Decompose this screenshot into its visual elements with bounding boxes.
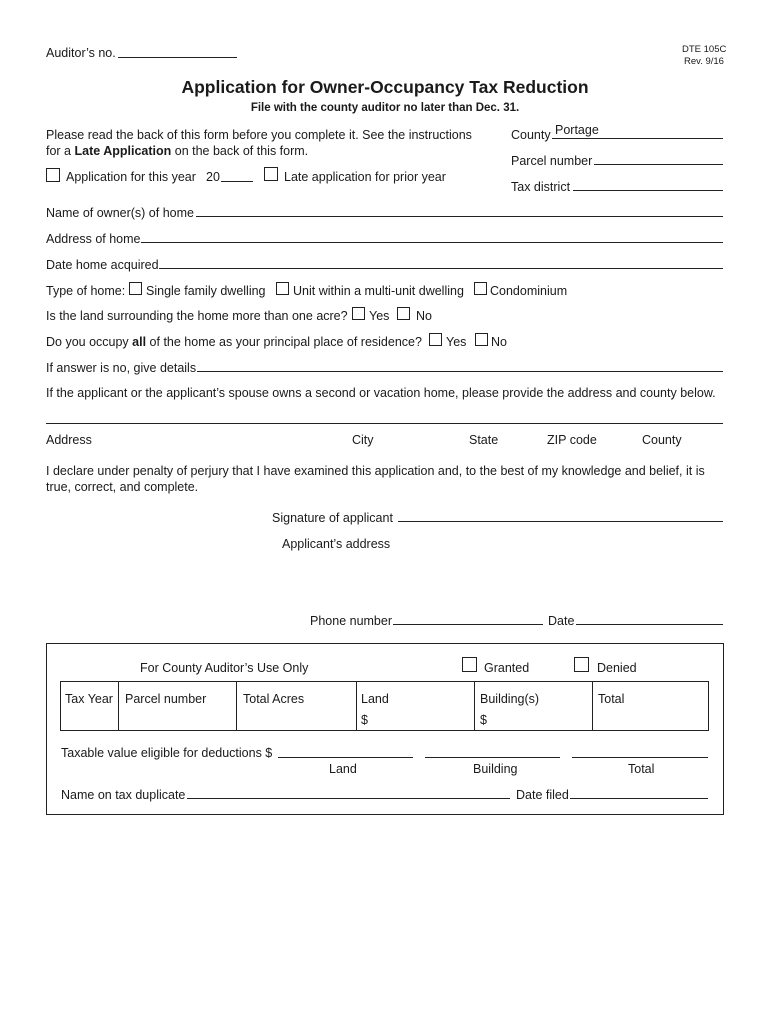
name-on-duplicate-field[interactable] bbox=[187, 798, 510, 799]
table-divider bbox=[356, 681, 357, 731]
parcel-number-label: Parcel number bbox=[511, 154, 593, 168]
name-on-duplicate-label: Name on tax duplicate bbox=[61, 788, 186, 802]
taxable-value-label: Taxable value eligible for deductions $ bbox=[61, 746, 273, 760]
tax-district-label: Tax district bbox=[511, 180, 571, 194]
denied-checkbox[interactable] bbox=[574, 657, 589, 672]
home-address-field[interactable] bbox=[141, 242, 723, 243]
declaration-line-1: I declare under penalty of perjury that I have examined this application and, to the best of my knowledge and belief, it is bbox=[46, 464, 705, 478]
details-field[interactable] bbox=[197, 371, 723, 372]
acre-no-checkbox[interactable] bbox=[397, 307, 410, 320]
second-home-address-field[interactable] bbox=[46, 423, 723, 424]
table-divider bbox=[474, 681, 475, 731]
table-divider bbox=[118, 681, 119, 731]
phone-label: Phone number bbox=[310, 614, 393, 628]
th-buildings: Building(s) bbox=[480, 692, 540, 706]
th-tax-year: Tax Year bbox=[65, 692, 113, 706]
date-filed-field[interactable] bbox=[570, 798, 708, 799]
single-family-label: Single family dwelling bbox=[146, 284, 266, 298]
owner-name-field[interactable] bbox=[196, 216, 723, 217]
this-year-checkbox[interactable] bbox=[46, 168, 60, 182]
taxable-total-caption: Total bbox=[628, 762, 655, 776]
taxable-building-field[interactable] bbox=[425, 757, 560, 758]
taxable-building-caption: Building bbox=[473, 762, 518, 776]
applicant-address-label: Applicant’s address bbox=[282, 537, 391, 551]
acre-yes-label: Yes bbox=[369, 309, 390, 323]
date-acquired-field[interactable] bbox=[159, 268, 723, 269]
tax-district-field[interactable] bbox=[573, 190, 723, 191]
auditor-no-label: Auditor’s no. bbox=[46, 46, 116, 60]
auditor-table bbox=[60, 681, 709, 731]
second-home-instruction: If the applicant or the applicant’s spouse owns a second or vacation home, please provide the address and county below. bbox=[46, 386, 716, 400]
year-field[interactable] bbox=[221, 181, 253, 182]
year-prefix: 20 bbox=[206, 170, 220, 184]
date-filed-label: Date filed bbox=[516, 788, 569, 802]
col-state: State bbox=[469, 433, 499, 447]
table-divider bbox=[592, 681, 593, 731]
parcel-number-field[interactable] bbox=[594, 164, 723, 165]
type-of-home-label: Type of home: bbox=[46, 284, 126, 298]
col-county: County bbox=[642, 433, 682, 447]
multi-unit-label: Unit within a multi-unit dwelling bbox=[293, 284, 464, 298]
th-parcel-number: Parcel number bbox=[125, 692, 207, 706]
late-application-label: Late application for prior year bbox=[284, 170, 446, 184]
occupy-no-checkbox[interactable] bbox=[475, 333, 488, 346]
occupy-no-label: No bbox=[491, 335, 507, 349]
granted-label: Granted bbox=[484, 661, 530, 675]
signature-field[interactable] bbox=[398, 521, 723, 522]
condominium-label: Condominium bbox=[490, 284, 568, 298]
condominium-checkbox[interactable] bbox=[474, 282, 487, 295]
auditor-use-title: For County Auditor’s Use Only bbox=[140, 661, 309, 675]
home-address-label: Address of home bbox=[46, 232, 141, 246]
acre-question: Is the land surrounding the home more than one acre? bbox=[46, 309, 348, 323]
building-dollar: $ bbox=[480, 713, 487, 727]
acre-no-label: No bbox=[416, 309, 432, 323]
intro-line-2: for a Late Application on the back of this form. bbox=[46, 144, 309, 158]
col-city: City bbox=[352, 433, 374, 447]
th-total: Total bbox=[598, 692, 625, 706]
multi-unit-checkbox[interactable] bbox=[276, 282, 289, 295]
county-field[interactable] bbox=[552, 138, 723, 139]
denied-label: Denied bbox=[597, 661, 637, 675]
table-divider bbox=[236, 681, 237, 731]
this-year-label: Application for this year bbox=[66, 170, 196, 184]
th-land: Land bbox=[361, 692, 389, 706]
taxable-land-field[interactable] bbox=[278, 757, 413, 758]
date-field[interactable] bbox=[576, 624, 723, 625]
auditor-no-field[interactable] bbox=[118, 57, 237, 58]
acre-yes-checkbox[interactable] bbox=[352, 307, 365, 320]
taxable-land-caption: Land bbox=[329, 762, 357, 776]
date-label: Date bbox=[548, 614, 575, 628]
page-title: Application for Owner-Occupancy Tax Reduction bbox=[181, 77, 589, 97]
intro-line-1: Please read the back of this form before you complete it. See the instructions bbox=[46, 128, 472, 142]
declaration-line-2: true, correct, and complete. bbox=[46, 480, 199, 494]
details-label: If answer is no, give details bbox=[46, 361, 197, 375]
owner-name-label: Name of owner(s) of home bbox=[46, 206, 194, 220]
th-total-acres: Total Acres bbox=[243, 692, 305, 706]
land-dollar: $ bbox=[361, 713, 368, 727]
date-acquired-label: Date home acquired bbox=[46, 258, 159, 272]
form-revision: Rev. 9/16 bbox=[684, 56, 724, 67]
col-address: Address bbox=[46, 433, 92, 447]
occupy-question: Do you occupy all of the home as your principal place of residence? bbox=[46, 335, 422, 349]
signature-label: Signature of applicant bbox=[272, 511, 393, 525]
occupy-yes-label: Yes bbox=[446, 335, 467, 349]
form-code: DTE 105C bbox=[682, 44, 727, 55]
single-family-checkbox[interactable] bbox=[129, 282, 142, 295]
page-subtitle: File with the county auditor no later than Dec. 31. bbox=[250, 102, 520, 114]
county-value: Portage bbox=[555, 123, 599, 137]
late-application-checkbox[interactable] bbox=[264, 167, 278, 181]
granted-checkbox[interactable] bbox=[462, 657, 477, 672]
phone-field[interactable] bbox=[393, 624, 543, 625]
taxable-total-field[interactable] bbox=[572, 757, 708, 758]
occupy-yes-checkbox[interactable] bbox=[429, 333, 442, 346]
col-zip: ZIP code bbox=[547, 433, 597, 447]
county-label: County bbox=[511, 128, 551, 142]
